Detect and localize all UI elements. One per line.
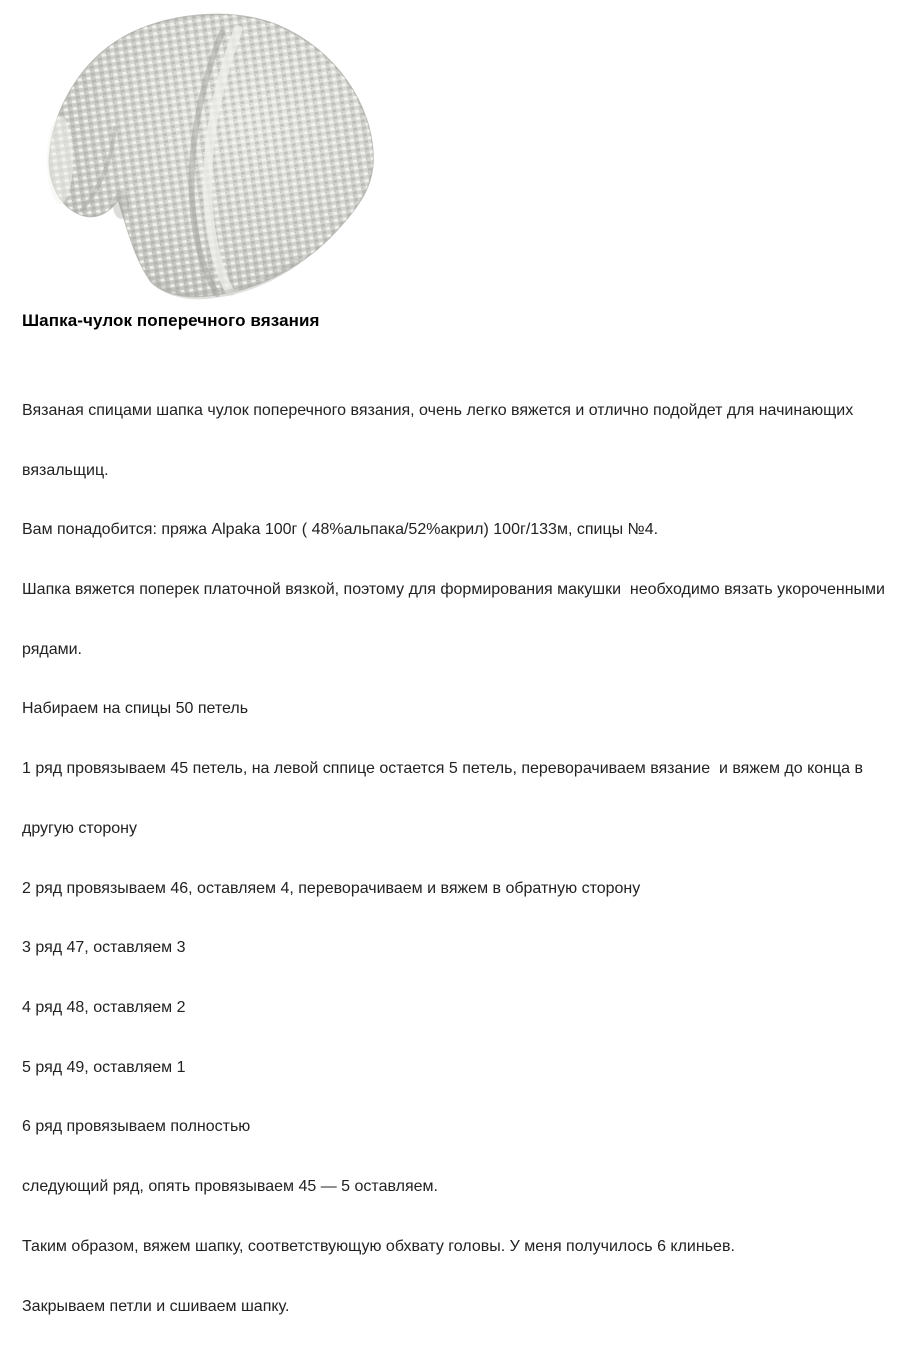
instruction-line: 5 ряд 49, оставляем 1 <box>22 1058 186 1076</box>
instruction-line: рядами. <box>22 640 82 658</box>
instruction-line: Шапка вяжется поперек платочной вязкой, поэтому для формирования макушки необходимо вязать укороченными <box>22 580 885 598</box>
instruction-line: Закрываем петли и сшиваем шапку. <box>22 1297 290 1315</box>
hat-photo <box>22 8 378 298</box>
instruction-line: Вам понадобится: пряжа Alpaka 100г ( 48%альпака/52%акрил) 100г/133м, спицы №4. <box>22 521 659 539</box>
page-title: Шапка-чулок поперечного вязания <box>22 311 320 330</box>
instruction-line: 2 ряд провязываем 46, оставляем 4, переворачиваем и вяжем в обратную сторону <box>22 879 641 897</box>
instruction-line: другую сторону <box>22 819 138 837</box>
instruction-line: вязальщиц. <box>22 461 109 479</box>
instruction-line: 6 ряд провязываем полностью <box>22 1118 251 1136</box>
instruction-line: 1 ряд провязываем 45 петель, на левой сппице остается 5 петель, переворачиваем вязание и вяжем до конца в <box>22 760 863 778</box>
instruction-line: Таким образом, вяжем шапку, соответствующую обхвату головы. У меня получилось 6 клиньев. <box>22 1237 735 1255</box>
hat-left-highlight <box>47 116 73 204</box>
hat-notch-shadow <box>113 191 129 219</box>
knitted-beanie-illustration <box>22 8 378 298</box>
instruction-line: 3 ряд 47, оставляем 3 <box>22 939 186 957</box>
instruction-line: 4 ряд 48, оставляем 2 <box>22 999 186 1016</box>
instruction-line: Набираем на спицы 50 петель <box>22 700 249 718</box>
instruction-line: следующий ряд, опять провязываем 45 — 5 оставляем. <box>22 1178 438 1196</box>
instruction-line: Вязаная спицами шапка чулок поперечного вязания, очень легко вяжется и отлично подойдет для начинающих <box>22 401 854 419</box>
instructions-text <box>22 361 894 1356</box>
